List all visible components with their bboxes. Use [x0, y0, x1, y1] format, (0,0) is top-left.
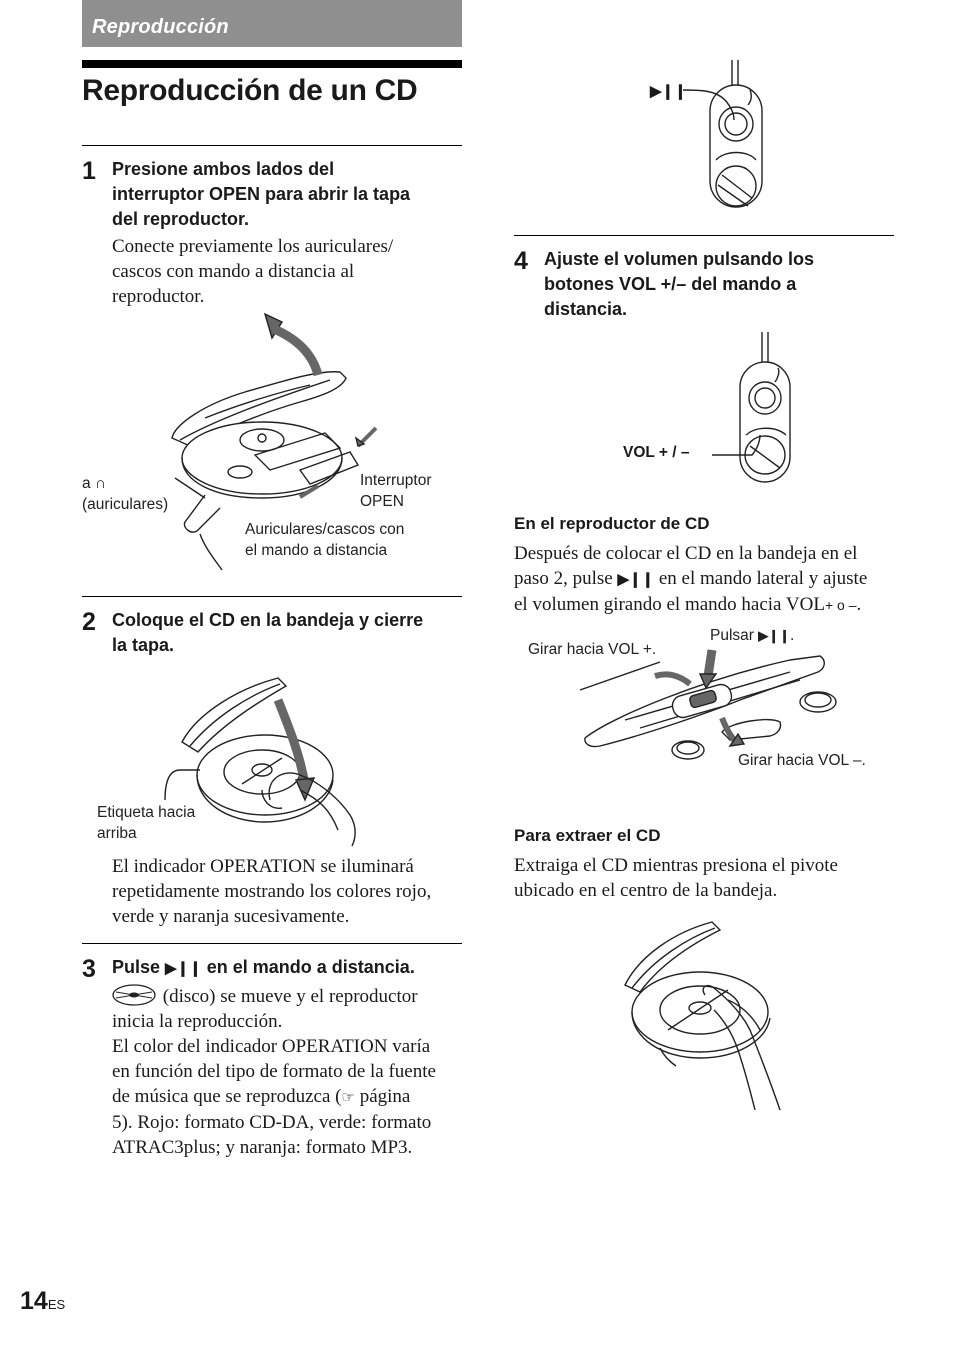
page-number — [20, 1287, 65, 1316]
step1-body-line: cascos con mando a distancia al — [112, 261, 355, 282]
reproductor-heading: En el reproductor de CD — [514, 514, 710, 533]
step4-title-line: botones VOL +/– del mando a — [544, 274, 797, 294]
step2-title-line: la tapa. — [112, 635, 175, 655]
extraer-heading: Para extraer el CD — [514, 826, 661, 845]
step3-line: El color del indicador OPERATION varía — [112, 1036, 431, 1057]
step3-text: página — [359, 1086, 411, 1107]
step3-text: de música que se reproduzca ( — [112, 1086, 342, 1107]
reproductor-text: + o – — [824, 597, 857, 613]
page-suffix: ES — [47, 1297, 66, 1312]
play-pause-icon: ▶❙❙ — [617, 571, 655, 588]
label-text: Pulsar — [710, 627, 754, 644]
step1-body-line: Conecte previamente los auriculares/ — [112, 236, 394, 257]
step2-body-line: El indicador OPERATION se iluminará — [112, 856, 414, 877]
step2-body-line: repetidamente mostrando los colores rojo, — [112, 881, 432, 902]
page-title: Reproducción de un CD — [82, 74, 418, 107]
extraer-line: Extraiga el CD mientras presiona el pivote — [514, 855, 838, 876]
play-pause-icon: ▶❙❙ — [650, 83, 687, 100]
play-pause-icon: ▶❙❙ — [758, 628, 791, 643]
label-a: a — [82, 475, 91, 492]
step-number: 2 — [82, 608, 96, 636]
reproductor-text: el volumen girando el mando hacia VOL — [514, 594, 825, 615]
label-line: el mando a distancia — [245, 542, 388, 559]
step1-title-line: interruptor OPEN para abrir la tapa — [112, 184, 411, 204]
auriculares-label: (auriculares) — [82, 496, 169, 513]
step3-title-a: Pulse — [112, 957, 161, 977]
step1-body-line: reproductor. — [112, 286, 205, 307]
headphones-icon: ∩ — [94, 475, 107, 492]
step-number: 4 — [514, 247, 528, 275]
step-number: 3 — [82, 955, 96, 983]
play-pause-icon: ▶❙❙ — [165, 960, 202, 977]
reproductor-text: en el mando lateral y ajuste — [658, 568, 868, 589]
reference-icon: ☞ — [341, 1088, 355, 1106]
step3-line: 5). Rojo: formato CD-DA, verde: formato — [112, 1112, 432, 1133]
page-number-value: 14 — [20, 1287, 48, 1315]
step2-body-line: verde y naranja sucesivamente. — [112, 906, 350, 927]
section-title: Reproducción — [92, 16, 229, 38]
step3-line: ATRAC3plus; y naranja: formato MP3. — [112, 1137, 413, 1158]
step1-title-line: del reproductor. — [112, 209, 250, 229]
label-line: Etiqueta hacia — [97, 804, 196, 821]
label-line: arriba — [97, 825, 137, 842]
step3-line: inicia la reproducción. — [112, 1011, 283, 1032]
label-line: OPEN — [360, 493, 404, 510]
girar-plus-label: Girar hacia VOL +. — [528, 641, 657, 658]
reproductor-text: paso 2, pulse — [514, 568, 613, 589]
reproductor-line: Después de colocar el CD en la bandeja en el — [514, 543, 858, 564]
vol-label: VOL + / – — [623, 444, 690, 461]
label-line: Auriculares/cascos con — [245, 521, 405, 538]
step-number: 1 — [82, 157, 96, 185]
step3-line: en función del tipo de formato de la fuente — [112, 1061, 436, 1082]
step3-text: (disco) se mueve y el reproductor — [162, 986, 418, 1007]
reproductor-text: . — [856, 594, 862, 615]
step2-title-line: Coloque el CD en la bandeja y cierre — [112, 610, 424, 630]
step4-title-line: Ajuste el volumen pulsando los — [544, 249, 815, 269]
label-line: Interruptor — [360, 472, 432, 489]
extraer-line: ubicado en el centro de la bandeja. — [514, 880, 778, 901]
girar-minus-label: Girar hacia VOL –. — [738, 752, 866, 769]
step4-title-line: distancia. — [544, 299, 628, 319]
step1-title-line: Presione ambos lados del — [112, 159, 335, 179]
label-text: . — [790, 627, 795, 644]
step3-title-b: en el mando a distancia. — [206, 957, 415, 977]
